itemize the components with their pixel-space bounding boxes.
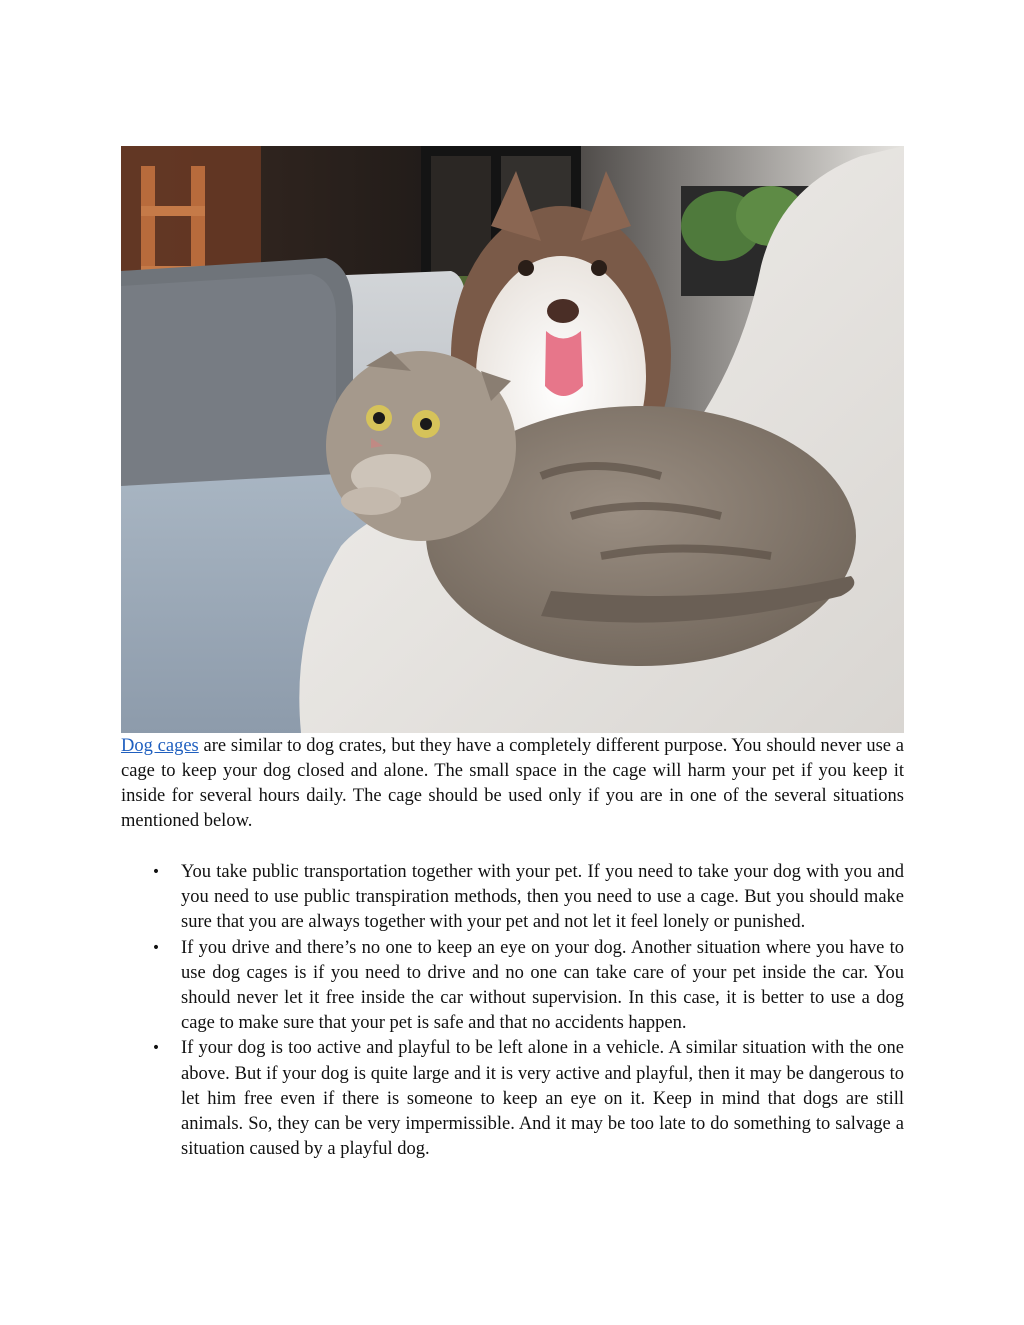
photo-illustration (121, 146, 904, 733)
situations-list (121, 860, 904, 1162)
bullet-marker: • (151, 864, 161, 880)
bullet-marker: • (151, 1040, 161, 1057)
cat-and-dog-photo (121, 146, 904, 733)
list-item-text: If you drive and there’s no one to keep an eye on your dog. Another situation where you have to use dog cages is if you need to drive and no one can take care of your pet inside the car. You should never let it free inside the car without supervision. In this case, it is better to use a dog cage to make sure that your pet is safe and that no accidents happen. (181, 937, 904, 1034)
list-item-text: You take public transportation together with your pet. If you need to take your dog with you and you need to use public transpiration methods, then you need to use a cage. But you should make sure that you are always together with your pet and not let it feel lonely or punished. (181, 862, 904, 933)
list-item (121, 1036, 904, 1162)
list-item (121, 936, 904, 1037)
list-item (121, 860, 904, 936)
intro-paragraph (121, 734, 904, 834)
bullet-marker: • (151, 939, 161, 956)
intro-text: are similar to dog crates, but they have a completely different purpose. You should never use a cage to keep your dog closed and alone. The small space in the cage will harm your pet if you keep it inside for several hours daily. The cage should be used only if you are in one of the several situations mentioned below. (121, 736, 904, 831)
list-item-text: If your dog is too active and playful to be left alone in a vehicle. A similar situation with the one above. But if your dog is quite large and it is very active and playful, then it may be dangerous to let him free even if there is someone to keep an eye on it. Keep in mind that dogs are still animals. So, they can be very impermissible. And it may be too late to do something to salvage a situation caused by a playful dog. (181, 1038, 904, 1160)
dog-cages-link[interactable]: Dog cages (121, 736, 199, 756)
